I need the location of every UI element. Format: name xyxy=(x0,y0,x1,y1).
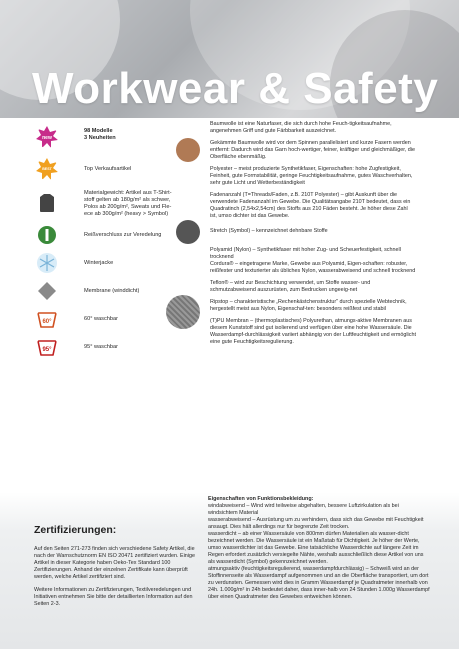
water-repellent-text: wasserabweisend – Ausrüstung um zu verhindern, dass sich das Gewebe mit Feuchtigkeit ansaugt. Dies hält allerdings nur für begrenzte Zeit trocken. xyxy=(208,517,424,530)
legend-text: Membrane (winddicht) xyxy=(84,288,140,294)
combed-cotton-desc: Gekämmte Baumwolle wird vor dem Spinnen parallelisiert und kurze Fasern werden entfernt: Dadurch wird das Garn hoch-wertiger, feiner, kräftiger und gleichmäßiger, die Oberfläche ebenmäßig. xyxy=(210,140,415,160)
svg-text:60°: 60° xyxy=(42,319,52,325)
legend-text: 98 Modelle xyxy=(84,128,113,134)
polyamid-desc: Polyamid (Nylon) – Synthetikfaser mit hoher Zug- und Scheuerfestigkeit, schnell trocknend xyxy=(210,247,401,260)
breathable-text: atmungsaktiv (feuchtigkeitsregulierend, wasserdampfdurchlässig) – Schweiß wird an der Stoffinnenseite als Wasserdampf aufgenommen und an die Oberfläche transportiert, um dort zu verdunsten. Gemessen wird dies in Gramm Wasserdampf je Quadratmeter innerhalb von 24h. 1.000g/m² in 24h bedeutet daher, dass inner-halb von 24 Stunden 1.000g Wasserdampf über einen Quadratmeter des Gewebes entweichen können. xyxy=(208,566,430,600)
svg-text:95°: 95° xyxy=(42,347,52,353)
wash-95-icon xyxy=(36,336,58,358)
legend-text: Reißverschluss zur Veredelung xyxy=(84,232,162,238)
polyester-desc: Polyester – meist produzierte Synthetikfaser, Eigenschaften: hohe Zugfestigkeit, Feinheit, gute Formstabilität, geringe Feuchtigkeitsaufnahme, gutes Waschverhalten, sehr gute Licht und Wetterbeständigkeit xyxy=(210,166,413,186)
windproof-text: windabweisend – Wind wird teilweise abgehalten, bessere Luftzirkulation als bei windsichtem Material xyxy=(208,503,399,516)
snowflake-icon xyxy=(36,252,58,274)
legend-new xyxy=(36,126,196,148)
zipper-icon xyxy=(36,224,58,246)
legend-zipper xyxy=(36,224,196,246)
thread-count-desc: Fadenanzahl (T=Threads/Faden, z.B. 210T Polyester) – gibt Auskunft über die verwendete Fadenanzahl im Gewebe. Die Qualitätsangabe 210T bedeutet, dass ein Quadratinch (2,54x2,54cm) des Stoffs aus 210 Fäden besteht. Je höher diese Zahl ist, umso dichter ist das Gewebe. xyxy=(210,192,411,219)
ripstop-texture-icon xyxy=(166,295,200,329)
certifications-heading: Zertifizierungen: xyxy=(34,524,117,536)
tpu-desc: (T)PU Membran – (thermoplastisches) Polyurethan, atmungs-aktive Membranen aus diesem Kunststoff sind gut isolierend und verfügen über eine hohe Wassersäule. Die Wasserdampf-durchlässigkeit variiert abhängig von der Luftfeuchtigkeit und ermöglicht eine gute Feuchtigkeitsregulierung. xyxy=(210,318,416,345)
certifications-more: Weitere Informationen zu Zertifizierungen, Textilveredelungen und Initiativen entnehmen Sie bitte der detaillierten Information auf den Seiten 2-3. xyxy=(34,587,193,607)
legend-text: Top Verkaufsartikel xyxy=(84,166,132,172)
new-badge-icon xyxy=(36,126,58,148)
legend-text: ece ab 300g/m² (heavy > Symbol) xyxy=(84,211,169,217)
stretch-desc: Stretch (Symbol) – kennzeichnet dehnbare Stoffe xyxy=(210,228,328,234)
symbol-legend xyxy=(36,120,196,364)
legend-text: stoff gelten ab 180g/m² als schwer, xyxy=(84,197,171,203)
teflon-desc: Teflon® – wird zur Beschichtung verwendet, um Stoffe wasser- und schmutzabweisend auszurüsten, zum Bedrucken ungeeig-net xyxy=(210,280,371,293)
legend-winter xyxy=(36,252,196,274)
cordura-desc: Cordura® – eingetragene Marke, Gewebe aus Polyamid, Eigen-schaften: robuster, reißfester und texturierter als übliches Nylon, wasserabweisend und schnell trocknend xyxy=(210,261,416,274)
legend-wash95 xyxy=(36,336,196,358)
legend-text: 3 Neuheiten xyxy=(84,135,116,141)
waterproof-text: wasserdicht – ab einer Wassersäule von 800mm dürfen Materialien als wasser-dicht bezeichnet werden. Die Wassersäule ist ein Maßstab für Dichtigkeit. Je höher der Werte, umso wasserdichter ist das Gewebe. Eine tatsächliche Wasserdichte auf längere Zeit im Regen erfordert zusätzlich versiegelte Nähte, weshalb ausschließlich diese Artikel von uns als wasserdicht (Symbol) gekennzeichnet werden. xyxy=(208,531,424,565)
page-title: Workwear & Safety xyxy=(32,64,439,113)
cotton-desc: Baumwolle ist eine Naturfaser, die sich durch hohe Feuch-tigkeitsaufnahme, angenehmen Griff und gute Färbbarkeit auszeichnet. xyxy=(210,121,392,134)
best-seller-badge-icon xyxy=(36,158,58,180)
legend-text: 95° waschbar xyxy=(84,344,118,350)
svg-text:new: new xyxy=(42,135,52,141)
cotton-icon xyxy=(176,138,200,162)
membrane-icon xyxy=(36,280,58,302)
material-descriptions xyxy=(210,121,416,351)
legend-best-seller xyxy=(36,158,196,180)
legend-text: 60° waschbar xyxy=(84,316,118,322)
functional-properties xyxy=(208,496,430,601)
stretch-icon xyxy=(176,220,200,244)
legend-text: Winterjacke xyxy=(84,260,114,266)
legend-weight xyxy=(36,188,196,218)
legend-text: Materialgewicht: Artikel aus T-Shirt- xyxy=(84,190,172,196)
certifications-text: Auf den Seiten 271-273 finden sich verschiedene Safety Artikel, die nach der Warnschutznorm EN ISO 20471 zertifiziert wurden. Einige Artikel in dieser Kategorie haben Oeko-Tex Standard 100 Zertifizierungen. Anhand der einzelnen Zertifikate kann überprüft werden, welche Artikel zertifiziert sind. xyxy=(34,546,195,580)
svg-text:BEST: BEST xyxy=(42,167,52,171)
certifications-section xyxy=(34,524,196,614)
functional-heading: Eigenschaften von Funktionsbekleidung: xyxy=(208,496,314,502)
shirt-weight-icon xyxy=(36,192,58,214)
legend-text: Polos ab 200g/m², Sweats und Fle- xyxy=(84,204,172,210)
wash-60-icon xyxy=(36,308,58,330)
ripstop-desc: Ripstop – charakteristische „Rechenkästchenstruktur" durch spezielle Webtechnik, hergestellt meist aus Nylon, Eigenschaf-ten: besonders reißfest und stabil xyxy=(210,299,407,312)
